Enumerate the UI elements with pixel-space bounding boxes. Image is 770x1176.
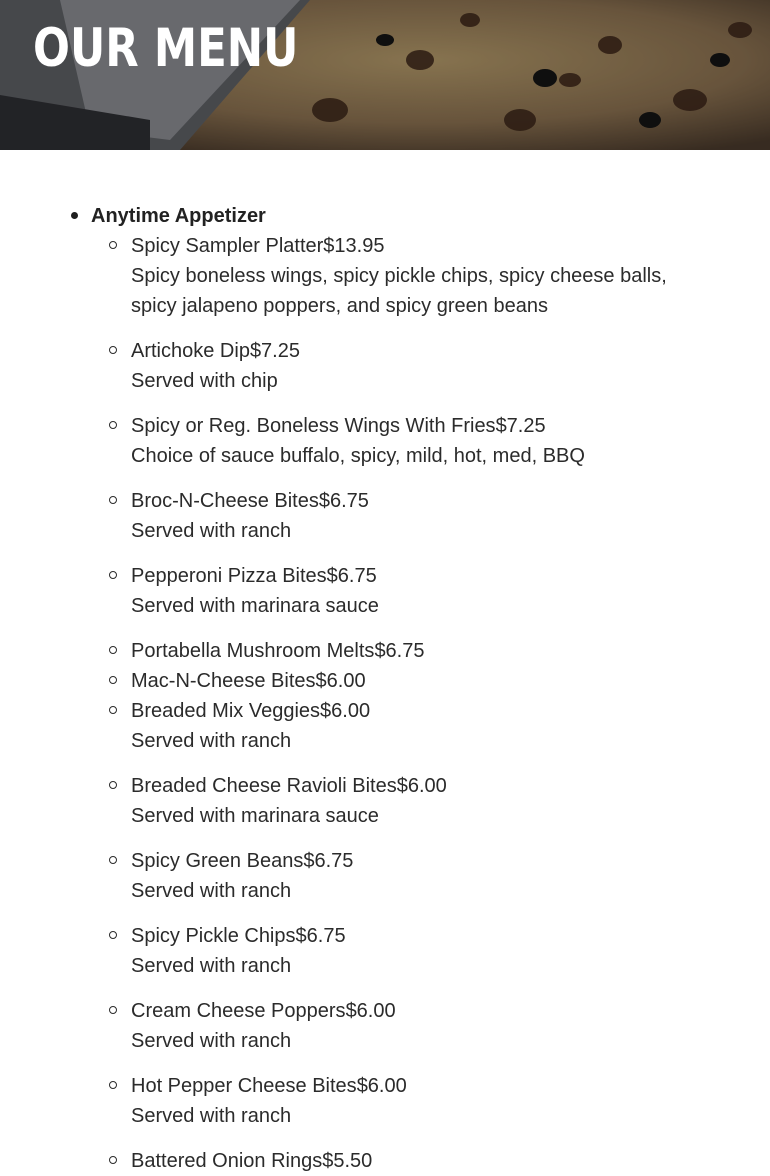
item-title [131, 1071, 407, 1101]
item-bullet [109, 931, 117, 939]
item-price: $6.00 [396, 775, 447, 797]
item-price: $6.00 [345, 1000, 396, 1022]
item-title [131, 846, 353, 876]
item-bullet [109, 346, 117, 354]
item-title [131, 996, 396, 1026]
item-title [131, 1146, 372, 1176]
item-description: Served with ranch [131, 730, 292, 752]
item-price: $7.25 [495, 415, 546, 437]
item-bullet [109, 1156, 117, 1164]
item-bullet [109, 421, 117, 429]
item-title [131, 636, 425, 666]
item-name: Spicy Pickle Chips [131, 925, 296, 947]
category-heading: Anytime Appetizer [91, 205, 266, 227]
item-name: Spicy Sampler Platter [131, 235, 324, 257]
item-title [131, 921, 346, 951]
category-bullet [71, 212, 78, 219]
item-bullet [109, 646, 117, 654]
item-bullet [109, 1081, 117, 1089]
item-description: Served with ranch [131, 1105, 292, 1127]
item-price: $6.00 [320, 700, 371, 722]
item-name: Breaded Mix Veggies [131, 700, 321, 722]
item-description: Spicy boneless wings, spicy pickle chips, spicy cheese balls, spicy jalapeno poppers, and spicy green beans [131, 265, 667, 317]
item-description: Served with ranch [131, 1030, 292, 1052]
item-bullet [109, 571, 117, 579]
item-bullet [109, 856, 117, 864]
page-title: OUR MENU [33, 18, 299, 79]
item-price: $6.75 [318, 490, 369, 512]
item-description: Served with ranch [131, 955, 292, 977]
item-bullet [109, 676, 117, 684]
item-bullet [109, 781, 117, 789]
item-description: Served with ranch [131, 880, 292, 902]
item-name: Breaded Cheese Ravioli Bites [131, 775, 397, 797]
item-name: Portabella Mushroom Melts [131, 640, 375, 662]
item-bullet [109, 241, 117, 249]
item-description: Served with marinara sauce [131, 595, 379, 617]
item-title [131, 486, 369, 516]
item-bullet [109, 706, 117, 714]
item-title [131, 666, 366, 696]
item-name: Spicy Green Beans [131, 850, 304, 872]
item-bullet [109, 1006, 117, 1014]
item-name: Battered Onion Rings [131, 1150, 323, 1172]
item-price: $6.75 [374, 640, 425, 662]
item-title [131, 231, 384, 261]
item-price: $13.95 [323, 235, 385, 257]
item-price: $7.25 [249, 340, 300, 362]
item-name: Broc-N-Cheese Bites [131, 490, 319, 512]
item-name: Artichoke Dip [131, 340, 250, 362]
item-price: $5.50 [322, 1150, 373, 1172]
item-name: Hot Pepper Cheese Bites [131, 1075, 357, 1097]
item-price: $6.00 [315, 670, 366, 692]
item-description: Served with chip [131, 370, 278, 392]
item-name: Spicy or Reg. Boneless Wings With Fries [131, 415, 496, 437]
item-title [131, 336, 300, 366]
item-title [131, 696, 370, 726]
item-title [131, 771, 447, 801]
item-bullet [109, 496, 117, 504]
item-name: Pepperoni Pizza Bites [131, 565, 327, 587]
item-title [131, 561, 377, 591]
item-price: $6.75 [303, 850, 354, 872]
item-description: Served with marinara sauce [131, 805, 379, 827]
hero-banner [0, 0, 770, 150]
item-price: $6.75 [295, 925, 346, 947]
item-title [131, 411, 546, 441]
item-description: Served with ranch [131, 520, 292, 542]
item-price: $6.00 [356, 1075, 407, 1097]
item-name: Mac-N-Cheese Bites [131, 670, 316, 692]
item-name: Cream Cheese Poppers [131, 1000, 346, 1022]
item-description: Choice of sauce buffalo, spicy, mild, hot, med, BBQ [131, 445, 585, 467]
item-price: $6.75 [326, 565, 377, 587]
